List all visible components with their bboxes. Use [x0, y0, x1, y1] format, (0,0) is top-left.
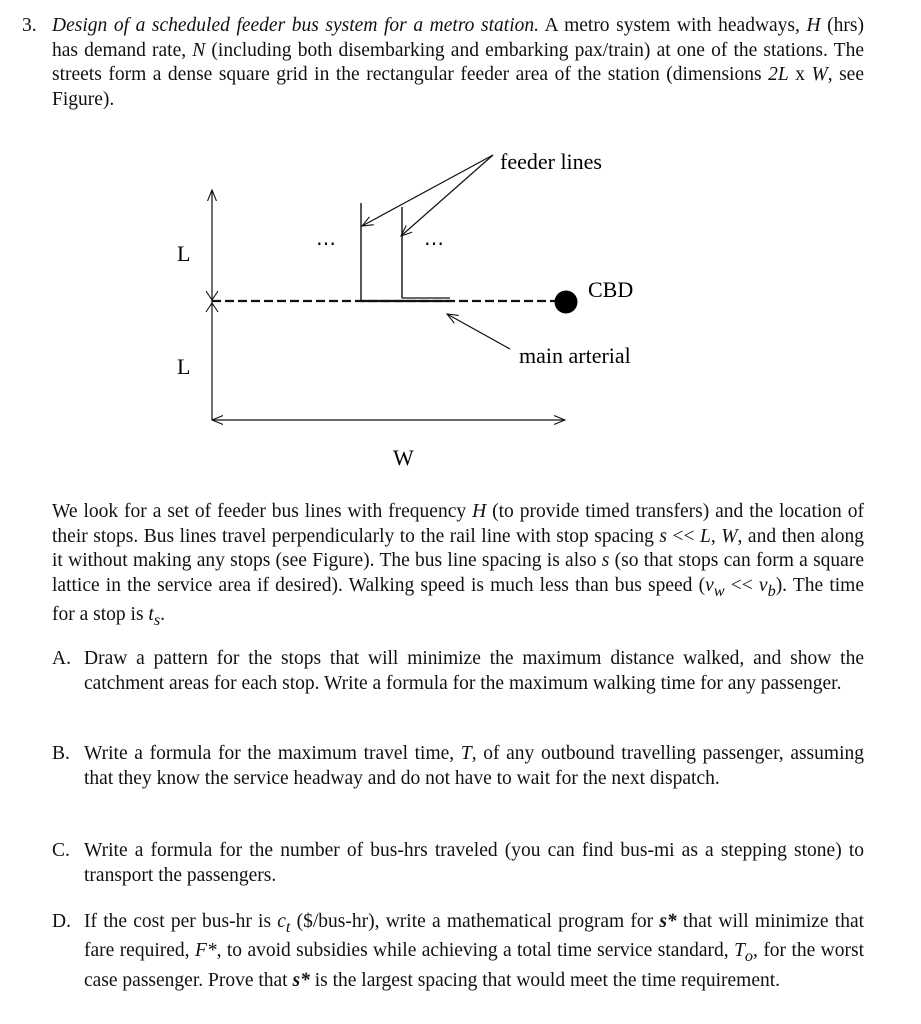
question-d-label: D. [52, 911, 71, 932]
ellipsis-left: ⋯ [316, 233, 336, 255]
question-b-text: Write a formula for the maximum travel time, T, of any outbound travelling passenger, assuming that they know the service headway and do not have to wait for the next dispatch. [84, 743, 864, 789]
label-feeder-lines: feeder lines [500, 149, 602, 174]
label-L-top: L [177, 241, 191, 266]
question-a-text: Draw a pattern for the stops that will minimize the maximum distance walked, and show the catchment areas for each stop. Write a formula for the maximum walking time for any passenger. [84, 648, 864, 694]
question-c-text: Write a formula for the number of bus-hrs traveled (you can find bus-mi as a stepping stone) to transport the passengers. [84, 840, 864, 886]
question-b-label: B. [52, 743, 70, 764]
question-d-text: If the cost per bus-hr is $c_t$ ($/bus-hr), write a mathematical program for s* that will minimize that fare required, F*, to avoid subsidies while achieving a total time service standard, $T_o$, for the worst case passenger. Prove that s* is the largest spacing that would meet the time requirement. [84, 911, 865, 991]
feeder-leader-arrow-2 [401, 155, 493, 236]
arterial-leader-arrow [447, 314, 510, 349]
problem-intro: Design of a scheduled feeder bus system for a metro station. A metro system with headways, H (hrs) has demand rate, N (including both disembarking and embarking pax/train) at one of the stations. The streets form a dense square grid in the rectangular feeder area of the station (dimensions 2L x W, see Figure). [52, 15, 864, 110]
feeder-figure [0, 0, 921, 480]
question-c-label: C. [52, 840, 70, 861]
problem-number: 3. [22, 15, 37, 36]
cbd-dot [555, 291, 578, 314]
label-cbd: CBD [588, 277, 634, 302]
body-paragraph: We look for a set of feeder bus lines with frequency H (to provide timed transfers) and the location of their stops. Bus lines travel perpendicularly to the rail line with stop spacing s << L, W, and then along it without making any stops (see Figure). The bus line spacing is also s (so that stops can form a square lattice in the service area if desired). Walking speed is much less than bus speed $(v_w << v_b)$. The time for a stop is $t_s$. [52, 501, 865, 630]
feeder-leader-arrow-1 [362, 155, 493, 226]
problem-title: Design of a scheduled feeder bus system for a metro station. [52, 15, 539, 36]
label-W: W [393, 445, 414, 470]
label-L-bottom: L [177, 354, 191, 379]
question-a-label: A. [52, 648, 71, 669]
ellipsis-right: ⋯ [424, 233, 444, 255]
label-main-arterial: main arterial [519, 343, 631, 368]
